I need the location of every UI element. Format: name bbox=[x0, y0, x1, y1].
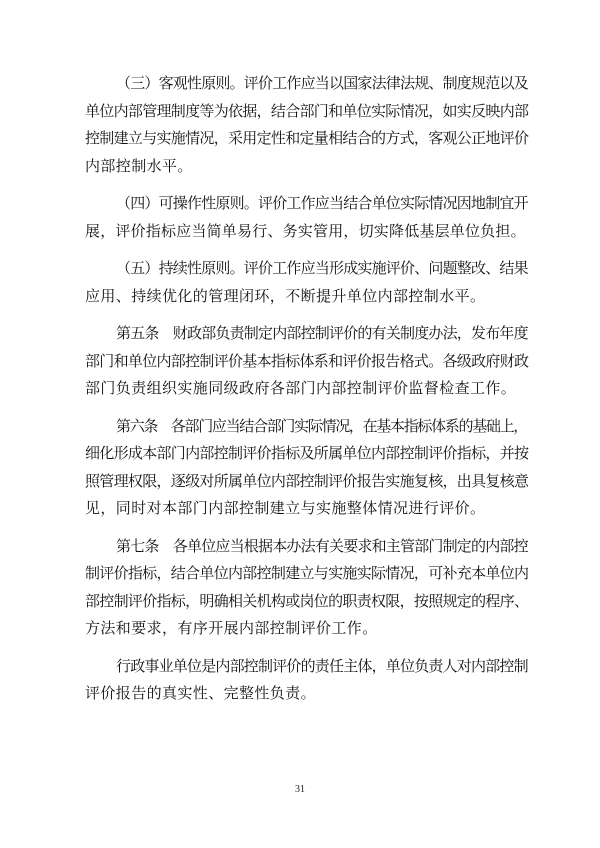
text-line: 部门负责组织实施同级政府各部门内部控制评价监督检查工作。 bbox=[85, 379, 517, 397]
text-line: （三）客观性原则。评价工作应当以国家法律法规、制度规范以及 bbox=[116, 74, 528, 92]
paragraph-responsibility-subject bbox=[85, 653, 528, 708]
text-line: 评价报告的真实性、完整性负责。 bbox=[85, 684, 317, 702]
paragraph-article-6 bbox=[85, 413, 529, 523]
paragraph-continuity-principle bbox=[85, 255, 528, 310]
text-line: 照管理权限，逐级对所属单位内部控制评价报告实施复核，出具复核意 bbox=[85, 471, 529, 490]
paragraph-operability-principle bbox=[85, 190, 528, 245]
text-line: 细化形成本部门内部控制评价指标及所属单位内部控制评价指标，并按 bbox=[85, 444, 529, 462]
text-line: 部门和单位内部控制评价基本指标体系和评价报告格式。各级政府财政 bbox=[85, 351, 529, 370]
text-line: 部控制评价指标，明确相关机构或岗位的职责权限，按照规定的程序、 bbox=[85, 591, 529, 610]
text-line: （四）可操作性原则。评价工作应当结合单位实际情况因地制宜开 bbox=[116, 194, 528, 212]
text-line: 第七条 各单位应当根据本办法有关要求和主管部门制定的内部控 bbox=[116, 536, 528, 555]
page-number: 31 bbox=[295, 784, 305, 795]
body-text bbox=[85, 70, 529, 708]
text-line: 应用、持续优化的管理闭环，不断提升单位内部控制水平。 bbox=[85, 286, 486, 305]
text-line: 展，评价指标应当简单易行、务实管用，切实降低基层单位负担。 bbox=[85, 221, 526, 240]
text-line: 第六条 各部门应当结合部门实际情况，在基本指标体系的基础上， bbox=[116, 416, 528, 435]
text-line: 第五条 财政部负责制定内部控制评价的有关制度办法，发布年度 bbox=[116, 324, 528, 342]
paragraph-objectivity-principle bbox=[85, 70, 529, 180]
text-line: 方法和要求，有序开展内部控制评价工作。 bbox=[85, 619, 378, 637]
text-line: 单位内部管理制度等为依据，结合部门和单位实际情况，如实反映内部 bbox=[85, 101, 529, 120]
text-line: 控制建立与实施情况，采用定性和定量相结合的方式，客观公正地评价 bbox=[85, 129, 529, 147]
text-line: 见，同时对本部门内部控制建立与实施整体情况进行评价。 bbox=[85, 499, 486, 517]
text-line: （五）持续性原则。评价工作应当形成实施评价、问题整改、结果 bbox=[116, 259, 528, 277]
text-line: 行政事业单位是内部控制评价的责任主体，单位负责人对内部控制 bbox=[116, 656, 528, 675]
paragraph-article-5 bbox=[85, 320, 529, 403]
text-line: 内部控制水平。 bbox=[85, 156, 193, 175]
paragraph-article-7 bbox=[85, 533, 529, 643]
text-line: 制评价指标，结合单位内部控制建立与实施实际情况，可补充本单位内 bbox=[85, 564, 529, 582]
